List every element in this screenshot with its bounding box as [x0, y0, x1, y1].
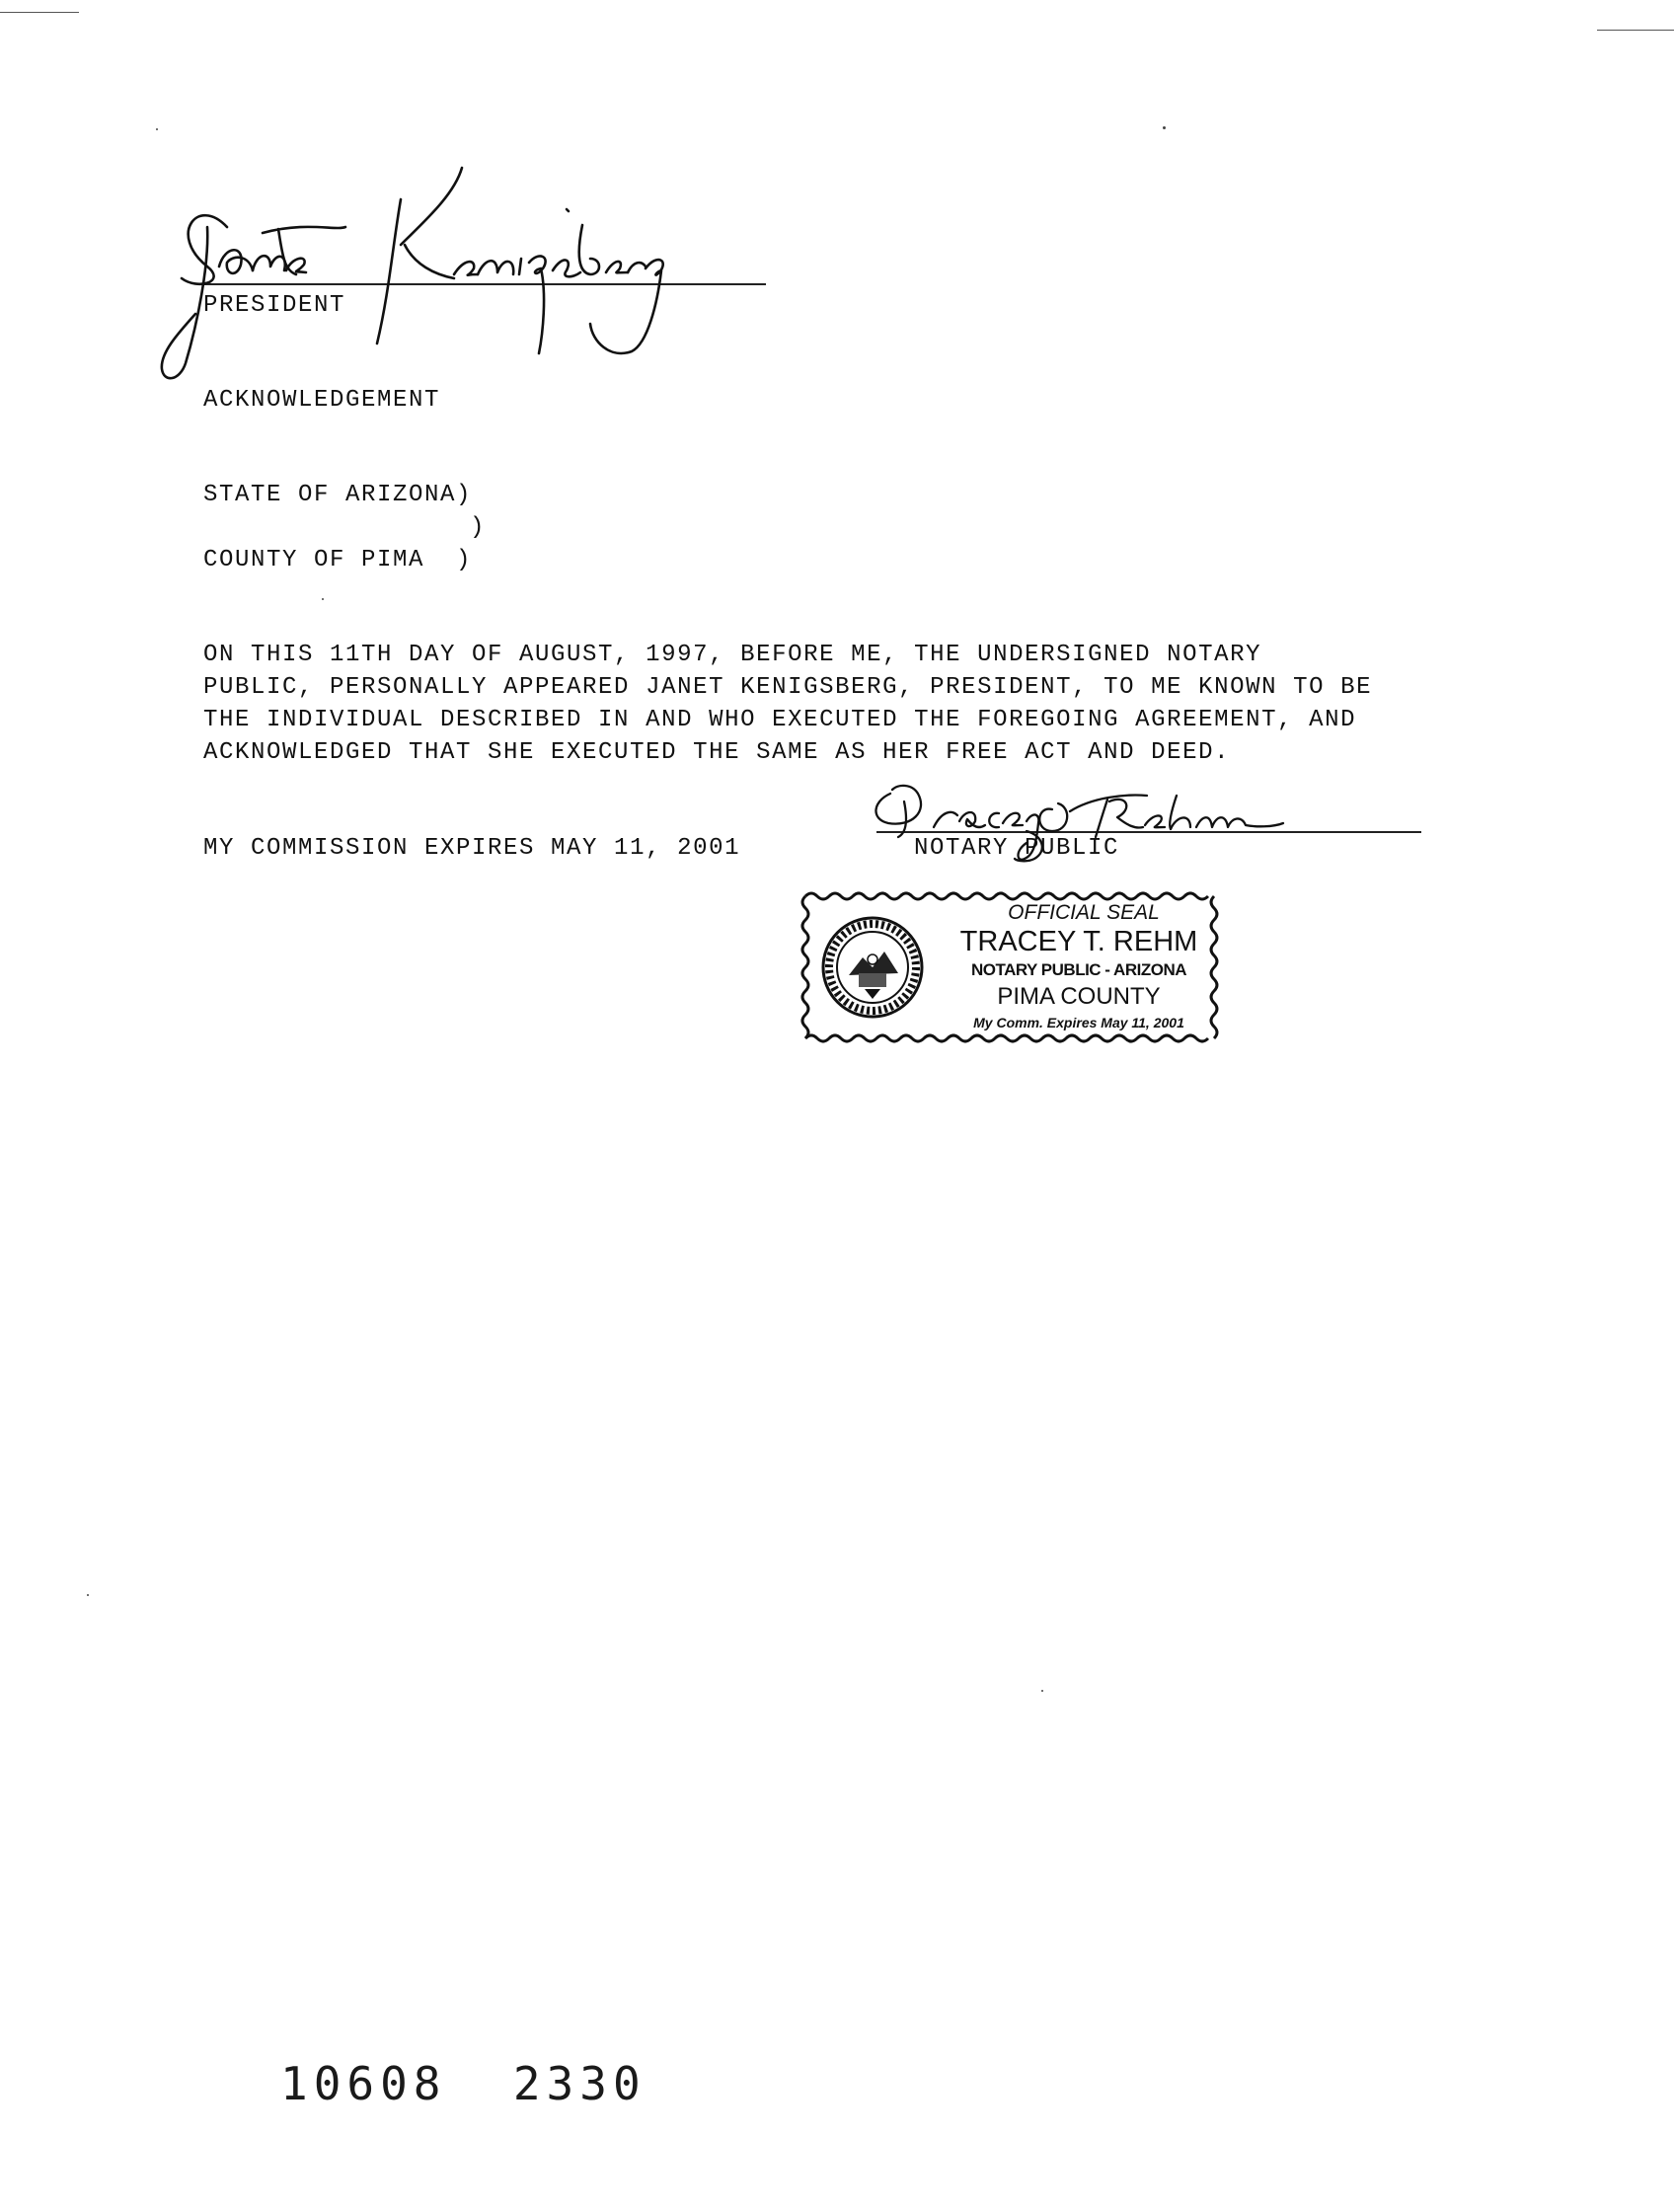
acknowledgement-body-line: ACKNOWLEDGED THAT SHE EXECUTED THE SAME AS HER FREE ACT AND DEED.: [203, 739, 1231, 766]
scan-speck: [1163, 126, 1166, 129]
venue-county: COUNTY OF PIMA ): [203, 547, 473, 573]
seal-county: PIMA COUNTY: [997, 983, 1161, 1010]
acknowledgement-body-line: THE INDIVIDUAL DESCRIBED IN AND WHO EXECUTED THE FOREGOING AGREEMENT, AND: [203, 707, 1357, 733]
acknowledgement-body-line: ON THIS 11TH DAY OF AUGUST, 1997, BEFORE ME, THE UNDERSIGNED NOTARY: [203, 642, 1262, 668]
scan-speck: [87, 1594, 89, 1596]
arizona-state-seal-emblem: [819, 914, 926, 1021]
commission-expires: MY COMMISSION EXPIRES MAY 11, 2001: [203, 835, 741, 862]
seal-heading: OFFICIAL SEAL: [1008, 901, 1160, 924]
seal-notary-role: NOTARY PUBLIC - ARIZONA: [971, 960, 1186, 979]
document-number: 10608 2330: [280, 2057, 647, 2110]
official-seal-stamp: [798, 886, 1222, 1048]
scan-speck: [156, 128, 158, 130]
president-title: PRESIDENT: [203, 292, 346, 319]
scan-edge-mark-top-right: [1597, 30, 1674, 31]
scan-speck: [1041, 1690, 1043, 1692]
acknowledgement-body-line: PUBLIC, PERSONALLY APPEARED JANET KENIGSBERG, PRESIDENT, TO ME KNOWN TO BE: [203, 674, 1373, 701]
scan-edge-mark-top-left: [0, 12, 79, 13]
venue-paren: ): [470, 514, 487, 541]
venue-state: STATE OF ARIZONA): [203, 482, 473, 508]
notary-public-label: NOTARY PUBLIC: [914, 835, 1120, 862]
scan-speck: [322, 598, 324, 600]
seal-expiry: My Comm. Expires May 11, 2001: [973, 1015, 1184, 1030]
acknowledgement-heading: ACKNOWLEDGEMENT: [203, 387, 441, 414]
seal-notary-name: TRACEY T. REHM: [959, 926, 1198, 957]
